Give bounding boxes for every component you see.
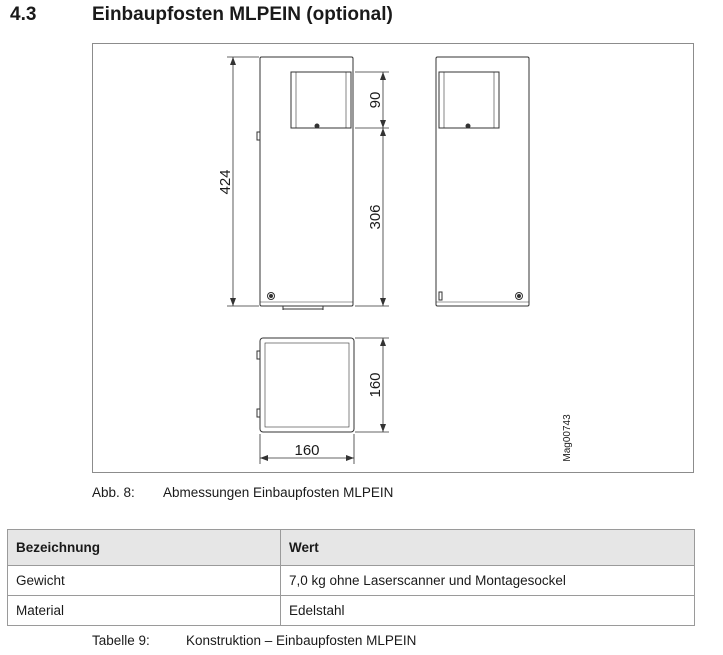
side-view (436, 57, 529, 306)
dim-label-160-depth: 160 (367, 372, 384, 398)
front-view (257, 57, 353, 310)
table-caption-text: Konstruktion – Einbaupfosten MLPEIN (186, 633, 417, 648)
dimension-arrows (230, 57, 386, 461)
dimension-lines (227, 57, 389, 464)
top-view (257, 338, 354, 432)
figure-caption-label: Abb. 8: (92, 485, 135, 500)
table-cell: 7,0 kg ohne Laserscanner und Montagesockel (281, 566, 695, 596)
drawing-id: Mag00743 (562, 414, 573, 462)
table-cell: Gewicht (8, 566, 281, 596)
dim-label-160-width: 160 (294, 442, 320, 459)
section-title: Einbaupfosten MLPEIN (optional) (92, 4, 393, 25)
dim-label-306: 306 (367, 204, 384, 230)
section-number: 4.3 (10, 4, 37, 25)
table-header-cell: Wert (281, 530, 695, 566)
figure-caption-text: Abmessungen Einbaupfosten MLPEIN (163, 485, 394, 500)
table-caption-label: Tabelle 9: (92, 633, 150, 648)
table-header-row (8, 530, 695, 566)
table-cell: Material (8, 596, 281, 626)
technical-drawing (92, 43, 694, 473)
table-header-cell: Bezeichnung (8, 530, 281, 566)
table-cell: Edelstahl (281, 596, 695, 626)
dim-label-90: 90 (367, 91, 384, 109)
table-row (8, 596, 695, 626)
drawing-svg (93, 44, 695, 474)
table-row (8, 566, 695, 596)
dim-label-424: 424 (217, 169, 234, 195)
construction-table (7, 529, 695, 626)
